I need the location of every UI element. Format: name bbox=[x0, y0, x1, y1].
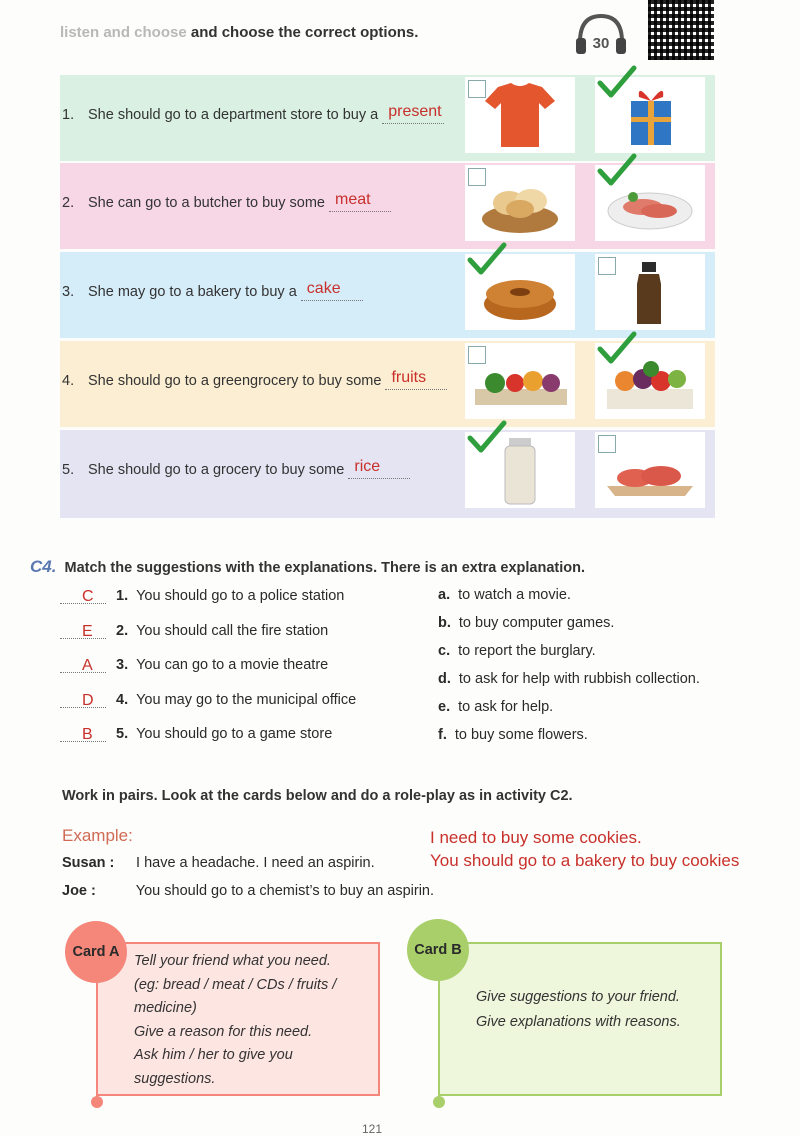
suggestion-item bbox=[60, 657, 410, 673]
suggestion-number: 3. bbox=[116, 657, 129, 673]
card-b-line: Give explanations with reasons. bbox=[476, 1014, 681, 1030]
pairs-instruction: Work in pairs. Look at the cards below and do a role-play as in activity C2. bbox=[62, 788, 573, 804]
suggestion-text: You should call the fire station bbox=[136, 622, 329, 639]
tshirt-icon bbox=[465, 140, 575, 157]
option-picture[interactable] bbox=[465, 165, 575, 241]
row-text: She should go to a greengrocery to buy some bbox=[88, 373, 382, 389]
suggestion-text: You may go to the municipal office bbox=[136, 691, 357, 708]
explanation-item bbox=[438, 643, 596, 659]
exercise-row bbox=[60, 252, 715, 338]
card-a-stem bbox=[96, 988, 98, 1100]
explanation-item bbox=[438, 671, 700, 687]
explanation-item bbox=[438, 727, 588, 743]
answer-blank[interactable] bbox=[348, 458, 410, 479]
page-number: 121 bbox=[362, 1122, 383, 1136]
rice-jar-icon bbox=[465, 495, 575, 512]
cake-icon bbox=[465, 317, 575, 334]
checkbox[interactable] bbox=[598, 257, 616, 275]
card-a-line: suggestions. bbox=[134, 1070, 216, 1087]
checkbox[interactable] bbox=[468, 80, 486, 98]
suggestion-item bbox=[60, 692, 410, 708]
answer-blank[interactable] bbox=[382, 103, 444, 124]
suggestion-number: 1. bbox=[116, 588, 129, 604]
row-text: She may go to a bakery to buy a bbox=[88, 284, 297, 300]
card-a-label: Card A bbox=[65, 921, 127, 983]
row-text: She should go to a grocery to buy some bbox=[88, 462, 345, 478]
check-mark-icon bbox=[597, 65, 637, 99]
explanation-item bbox=[438, 615, 614, 631]
row-sentence bbox=[62, 369, 447, 390]
row-number: 3. bbox=[62, 284, 75, 300]
handwritten-answer: meat bbox=[335, 191, 371, 208]
option-picture[interactable] bbox=[595, 165, 705, 241]
handwritten-answer: present bbox=[388, 103, 442, 120]
suggestion-text: You should go to a police station bbox=[136, 588, 345, 604]
row-text: She should go to a department store to buy a bbox=[88, 107, 379, 123]
c4-title-text: Match the suggestions with the explanations. There is an extra explanation. bbox=[64, 560, 585, 576]
exercise-instruction bbox=[60, 24, 418, 41]
handwritten-letter: A bbox=[82, 657, 93, 674]
explanation-text: to ask for help. bbox=[458, 699, 554, 715]
exercise-row bbox=[60, 341, 715, 427]
c4-heading bbox=[30, 557, 585, 577]
option-picture[interactable] bbox=[465, 432, 575, 508]
card-b-stem bbox=[438, 988, 440, 1100]
handwritten-letter: B bbox=[82, 726, 93, 743]
suggestion-text: You should go to a game store bbox=[136, 726, 333, 742]
explanation-text: to report the burglary. bbox=[458, 643, 596, 659]
explanation-letter: c. bbox=[438, 643, 451, 659]
row-sentence bbox=[62, 458, 410, 479]
card-a-line: Ask him / her to give you bbox=[134, 1047, 293, 1063]
explanation-letter: d. bbox=[438, 671, 451, 687]
option-picture[interactable] bbox=[465, 343, 575, 419]
example-label: Example: bbox=[62, 826, 133, 845]
row-number: 1. bbox=[62, 107, 75, 123]
explanation-text: to watch a movie. bbox=[458, 587, 571, 603]
explanation-letter: b. bbox=[438, 615, 451, 631]
check-mark-icon bbox=[467, 242, 507, 276]
suggestion-number: 4. bbox=[116, 691, 129, 708]
row-number: 4. bbox=[62, 373, 75, 389]
exercise-row bbox=[60, 75, 715, 161]
explanation-letter: e. bbox=[438, 699, 451, 715]
option-picture[interactable] bbox=[595, 432, 705, 508]
handwritten-answer: cake bbox=[306, 280, 341, 297]
meat-plate-icon bbox=[595, 228, 705, 245]
instruction-faded: listen and choose bbox=[60, 24, 187, 41]
handwritten-letter: D bbox=[82, 691, 94, 709]
card-b-text bbox=[476, 985, 716, 1035]
handwritten-letter: E bbox=[82, 622, 93, 640]
suggestion-item bbox=[60, 623, 410, 639]
answer-blank[interactable] bbox=[385, 369, 447, 390]
card-a-text bbox=[134, 950, 374, 1091]
instruction-text: and choose the correct options. bbox=[190, 24, 419, 41]
qr-code bbox=[648, 0, 714, 60]
c4-tag: C4. bbox=[30, 557, 57, 576]
option-picture[interactable] bbox=[595, 77, 705, 153]
dialogue-joe bbox=[62, 883, 434, 899]
handwritten-answer: fruits bbox=[391, 369, 427, 386]
match-blank[interactable] bbox=[60, 727, 106, 742]
susan-line: I have a headache. I need an aspirin. bbox=[136, 855, 375, 871]
card-a-line: Give a reason for this need. bbox=[134, 1023, 313, 1040]
speaker-susan: Susan : bbox=[62, 855, 115, 871]
track-number: 30 bbox=[592, 35, 610, 52]
answer-blank[interactable] bbox=[301, 280, 363, 301]
explanation-letter: f. bbox=[438, 727, 447, 743]
check-mark-icon bbox=[597, 331, 637, 365]
dialogue-susan bbox=[62, 855, 375, 871]
explanation-letter: a. bbox=[438, 587, 451, 603]
match-blank[interactable] bbox=[60, 624, 106, 639]
handwritten-line-2: You should go to a bakery to buy cookies bbox=[430, 851, 740, 870]
checkbox[interactable] bbox=[468, 168, 486, 186]
card-a-line: (eg: bread / meat / CDs / fruits / bbox=[134, 976, 337, 993]
row-number: 5. bbox=[62, 462, 75, 478]
card-a-dot bbox=[91, 1096, 103, 1108]
explanation-text: to buy computer games. bbox=[458, 615, 615, 631]
handwritten-letter: C bbox=[82, 588, 94, 605]
fruit-crate-icon bbox=[595, 406, 705, 423]
joe-line: You should go to a chemist’s to buy an aspirin. bbox=[135, 883, 435, 899]
card-b-line: Give suggestions to your friend. bbox=[476, 989, 680, 1005]
row-sentence bbox=[62, 280, 363, 301]
handwritten-line-1: I need to buy some cookies. bbox=[430, 828, 642, 847]
headphones-icon[interactable] bbox=[574, 12, 628, 56]
card-a-line: Tell your friend what you need. bbox=[134, 953, 331, 969]
explanation-text: to buy some flowers. bbox=[454, 727, 588, 743]
card-a-line: medicine) bbox=[134, 1000, 197, 1016]
card-b-dot bbox=[433, 1096, 445, 1108]
checkbox[interactable] bbox=[468, 346, 486, 364]
suggestion-number: 5. bbox=[116, 726, 129, 742]
row-sentence bbox=[62, 103, 444, 124]
suggestion-item bbox=[60, 726, 410, 742]
suggestion-number: 2. bbox=[116, 622, 129, 639]
match-blank[interactable] bbox=[60, 693, 106, 708]
row-text: She can go to a butcher to buy some bbox=[88, 195, 325, 211]
speaker-joe: Joe : bbox=[62, 883, 96, 899]
option-picture[interactable] bbox=[595, 254, 705, 330]
check-mark-icon bbox=[597, 153, 637, 187]
row-number: 2. bbox=[62, 195, 75, 211]
answer-blank[interactable] bbox=[329, 191, 391, 212]
suggestion-item bbox=[60, 588, 410, 604]
option-picture[interactable] bbox=[595, 343, 705, 419]
exercise-row bbox=[60, 163, 715, 249]
checkbox[interactable] bbox=[598, 435, 616, 453]
explanation-item bbox=[438, 699, 553, 715]
meat-tray-icon bbox=[595, 495, 705, 512]
option-picture[interactable] bbox=[465, 77, 575, 153]
explanation-text: to ask for help with rubbish collection. bbox=[458, 671, 700, 687]
row-sentence bbox=[62, 191, 391, 212]
handwritten-answer: rice bbox=[354, 458, 381, 475]
exercise-row bbox=[60, 430, 715, 518]
match-blank[interactable] bbox=[60, 658, 106, 673]
explanation-item bbox=[438, 587, 571, 603]
card-b-label: Card B bbox=[407, 919, 469, 981]
check-mark-icon bbox=[467, 420, 507, 454]
suggestion-text: You can go to a movie theatre bbox=[136, 657, 329, 673]
match-blank[interactable] bbox=[60, 589, 106, 604]
option-picture[interactable] bbox=[465, 254, 575, 330]
